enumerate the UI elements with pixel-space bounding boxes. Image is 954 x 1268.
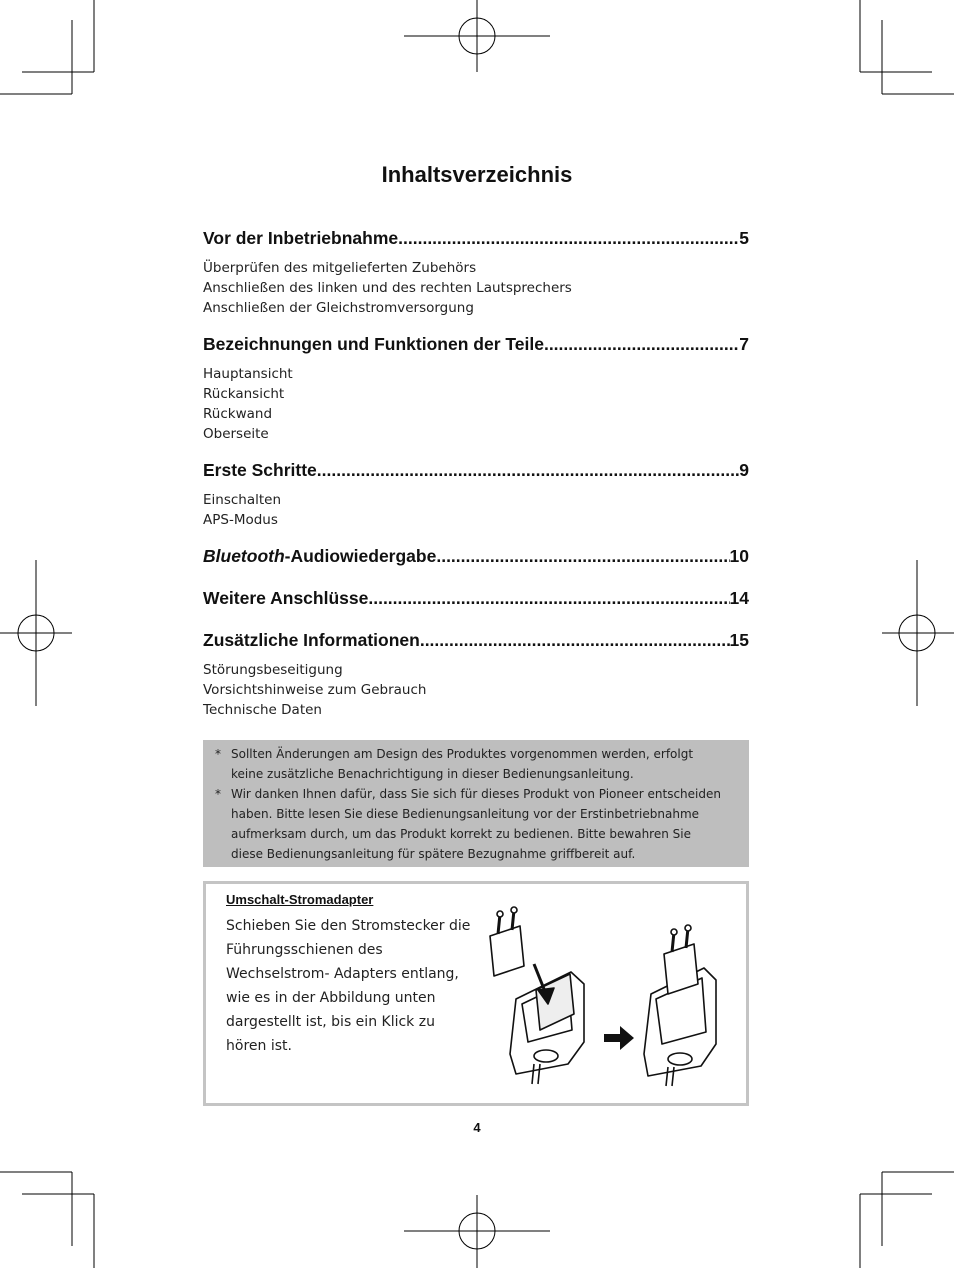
toc-subitem: Rückwand [203,406,273,422]
toc-subitem: Rückansicht [203,386,285,402]
toc-entry-label: Erste Schritte [203,460,317,480]
toc-leader-dots [368,588,729,609]
toc-subitem: Störungsbeseitigung [203,662,343,678]
toc-entry-label: Bezeichnungen und Funktionen der Teile [203,334,544,354]
toc-subitem: Technische Daten [203,702,322,718]
note-item [215,784,721,864]
toc-entry-label [203,546,436,567]
toc-entry-page: 7 [739,334,749,354]
adapter-illustration [476,904,736,1094]
toc-entry-label-italic: Bluetooth [203,546,285,566]
toc-entry[interactable] [203,228,749,254]
toc-entry[interactable] [203,334,749,360]
toc-entry[interactable] [203,630,749,656]
note-text: Sollten Änderungen am Design des Produktes vorgenommen werden, erfolgt keine zusätzliche Benachrichtigung in dieser Bedienungsanleitung. [231,747,694,781]
toc-entry-label-rest: -Audiowiedergabe [284,546,437,566]
toc-entry[interactable] [203,588,749,614]
toc-leader-dots [436,546,729,567]
toc-entry-label: Weitere Anschlüsse [203,588,369,608]
note-asterisk: * [215,787,221,801]
toc-subitem: Anschließen der Gleichstromversorgung [203,300,474,316]
note-asterisk: * [215,747,221,761]
page-title: Inhaltsverzeichnis [381,162,573,187]
toc-entry[interactable] [203,546,749,572]
toc-section [203,546,749,572]
toc-subitem: Hauptansicht [203,366,293,382]
toc-entry-page: 14 [729,588,749,608]
adapter-heading: Umschalt-Stromadapter [226,892,374,907]
toc-entry-page: 5 [739,228,749,248]
toc-subitem: Überprüfen des mitgelieferten Zubehörs [203,260,477,276]
adapter-box [203,881,749,1106]
toc-section [203,460,749,530]
toc-subitem: Oberseite [203,426,269,442]
toc-entry-page: 9 [739,460,749,480]
toc-subitem: Vorsichtshinweise zum Gebrauch [203,682,427,698]
toc-leader-dots [420,630,730,651]
toc-entry-label: Vor der Inbetriebnahme [203,228,399,248]
toc-entry[interactable] [203,460,749,486]
notes-box [203,740,749,867]
toc-subitem: Einschalten [203,492,282,508]
note-item [215,744,721,784]
note-text: Wir danken Ihnen dafür, dass Sie sich für dieses Produkt von Pioneer entscheiden haben. Bitte lesen Sie diese Bedienungsanleitung vor der Erstinbetriebnahme aufmerksam durch, um das Produkt korrekt zu bedienen. Bitte bewahren Sie diese Bedienungsanleitung für spätere Bezugnahme griffbereit auf. [231,787,721,861]
adapter-instructions: Schieben Sie den Stromstecker die Führungsschienen des Wechselstrom- Adapters entlang, wie es in der Abbildung unten dargestellt ist, bis ein Klick zu hören ist. [226,918,471,1054]
toc-subitem: Anschließen des linken und des rechten Lautsprechers [203,280,572,296]
toc-leader-dots [317,460,739,481]
page-number: 4 [473,1120,481,1135]
toc-subitem: APS-Modus [203,512,278,528]
toc-leader-dots [544,334,739,355]
toc-section [203,334,749,444]
toc-section [203,630,749,720]
toc-entry-page: 15 [729,630,749,650]
table-of-contents [203,228,749,736]
toc-entry-page: 10 [729,546,749,566]
toc-entry-label: Zusätzliche Informationen [203,630,420,650]
toc-section [203,588,749,614]
toc-section [203,228,749,318]
toc-leader-dots [398,228,739,249]
